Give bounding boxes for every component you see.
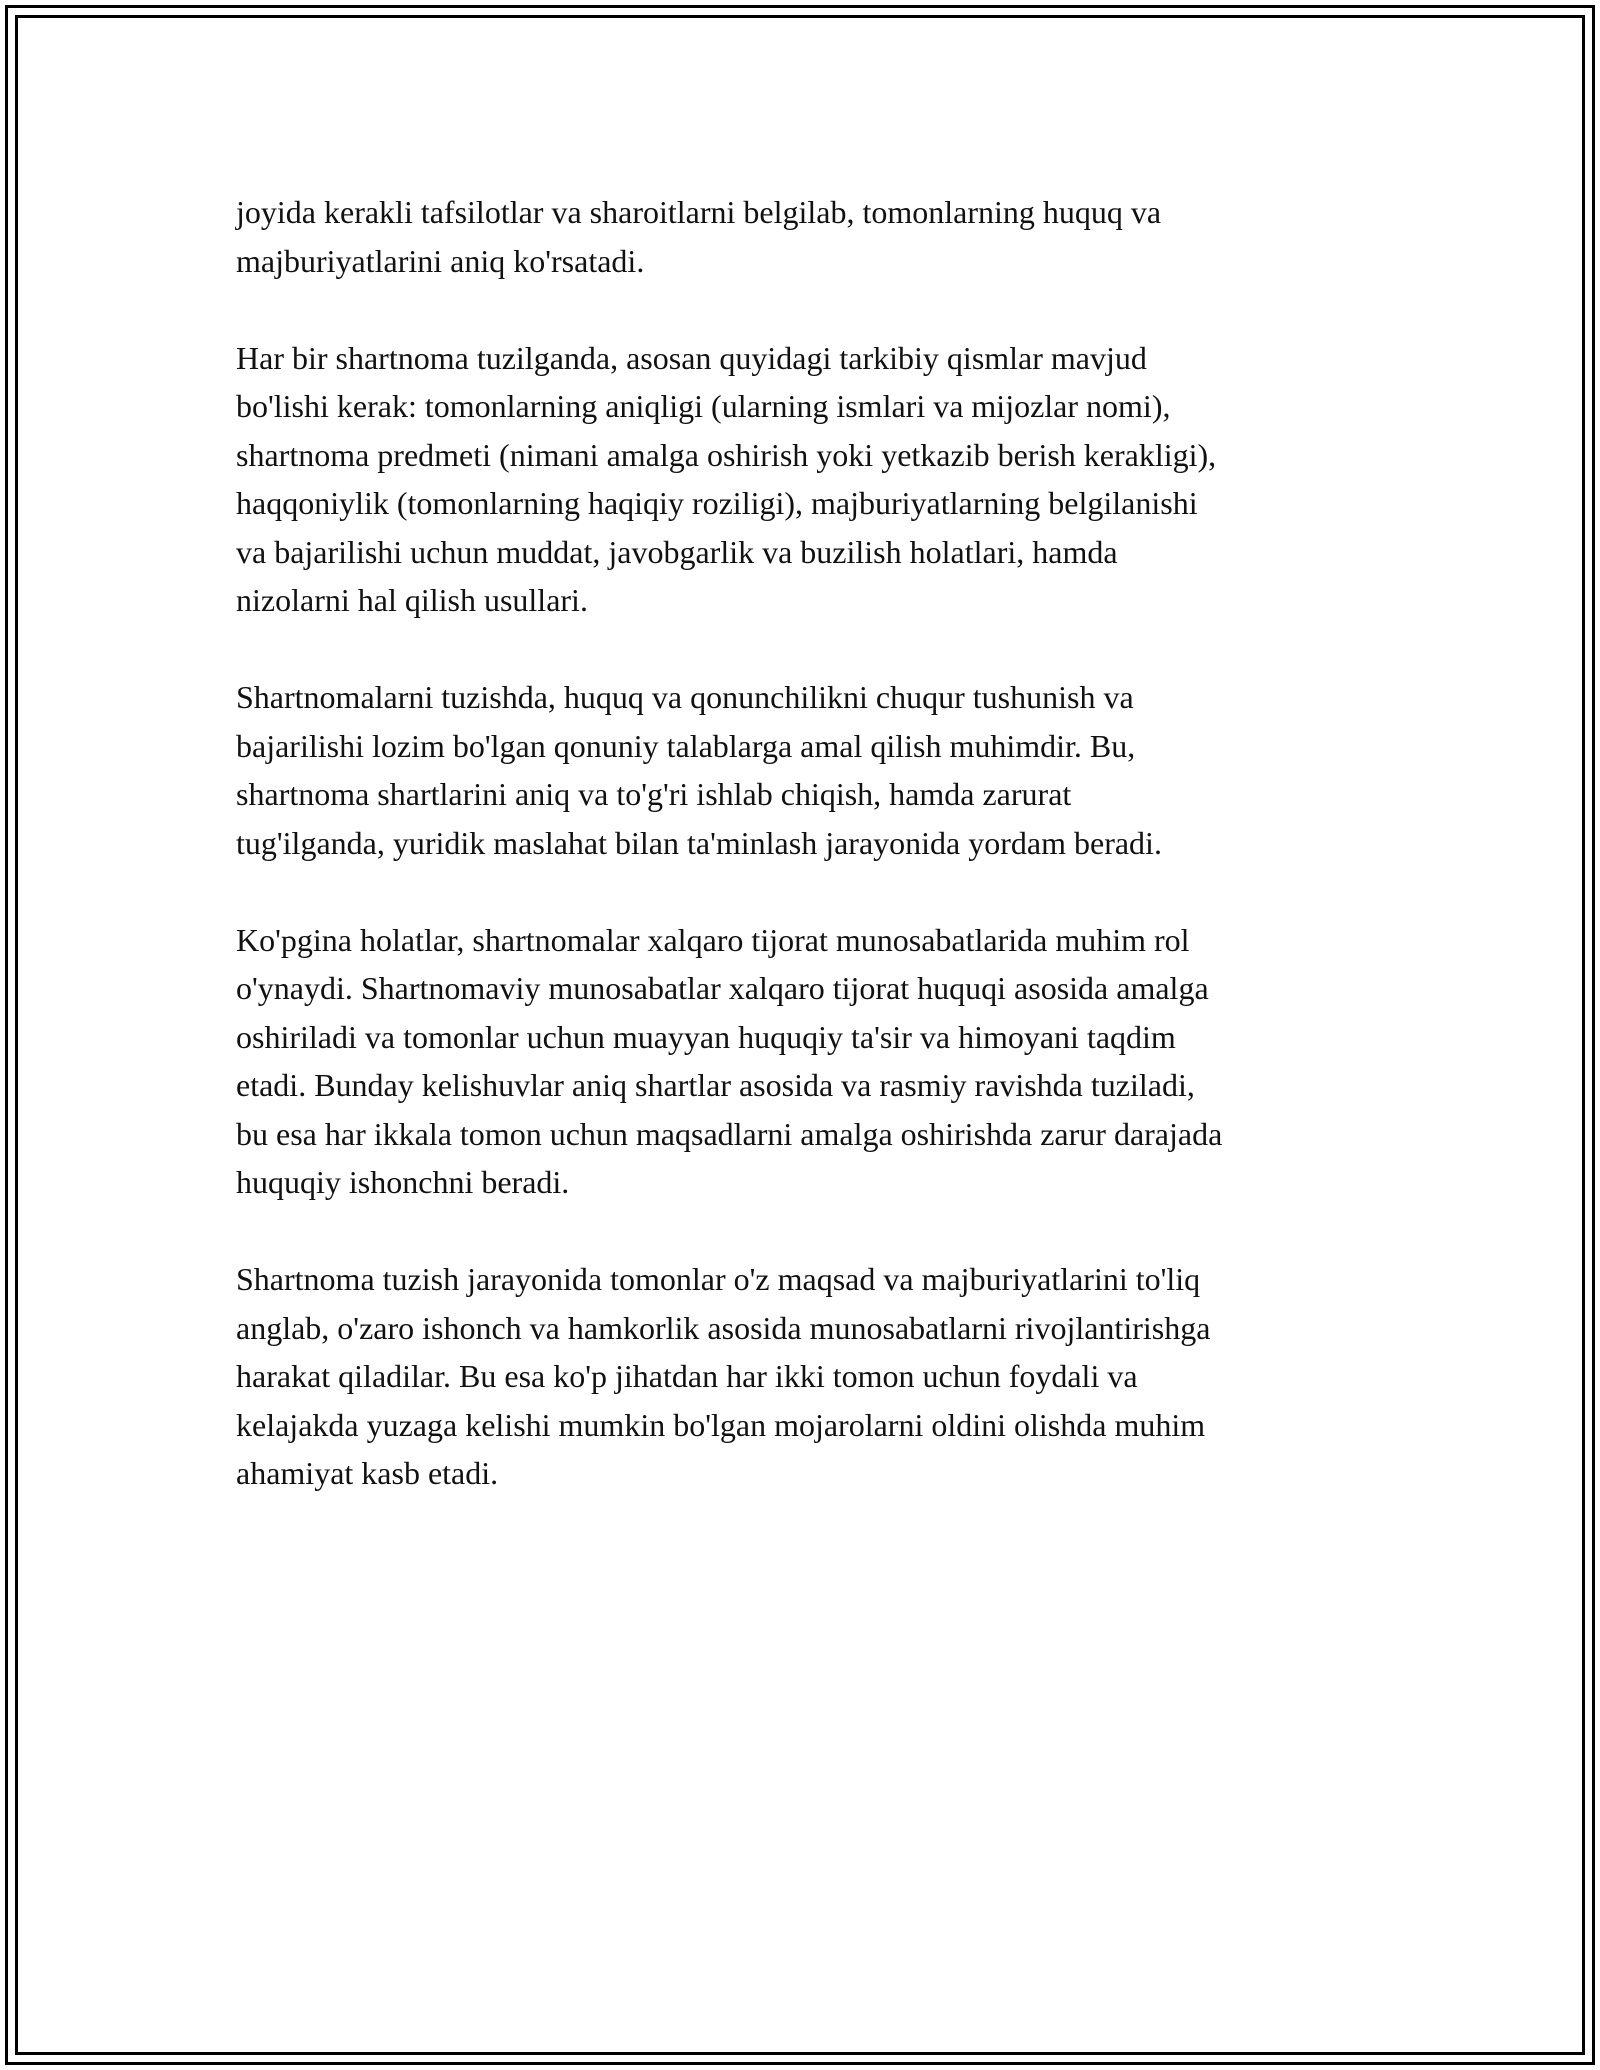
paragraph-1: joyida kerakli tafsilotlar va sharoitlarni belgilab, tomonlarning huquq va majburiyatlarini aniq ko'rsatadi. — [236, 194, 1162, 279]
paragraph-4: Ko'pgina holatlar, shartnomalar xalqaro tijorat munosabatlarida muhim rol o'ynaydi. Shartnomaviy munosabatlar xalqaro tijorat huquqi asosida amalga oshiriladi va tomonlar uchun muayyan huquqiy ta'sir va himoyani taqdim etadi. Bunday kelishuvlar aniq shartlar asosida va rasmiy ravishda tuziladi, bu esa har ikkala tomon uchun maqsadlarni amalga oshirishda zarur darajada huquqiy ishonchni beradi. — [236, 921, 1223, 1200]
paragraph-5: Shartnoma tuzish jarayonida tomonlar o'z maqsad va majburiyatlarini to'liq anglab, o'zaro ishonch va hamkorlik asosida munosabatlarni rivojlantirishga harakat qiladilar. Bu esa ko'p jihatdan har ikki tomon uchun foydali va kelajakda yuzaga kelishi mumkin bo'lgan mojarolarni oldini olishda muhim ahamiyat kasb etadi. — [236, 1261, 1211, 1491]
paragraph-2: Har bir shartnoma tuzilganda, asosan quyidagi tarkibiy qismlar mavjud bo'lishi kerak: tomonlarning aniqligi (ularning ismlari va mijozlar nomi), shartnoma predmeti (nimani amalga oshirish yoki yetkazib berish kerakligi), haqqoniylik (tomonlarning haqiqiy roziligi), majburiyatlarning belgilanishi va bajarilishi uchun muddat, javobgarlik va buzilish holatlari, hamda nizolarni hal qilish usullari. — [236, 339, 1217, 618]
paragraph-3: Shartnomalarni tuzishda, huquq va qonunchilikni chuqur tushunish va bajarilishi lozim bo'lgan qonuniy talablarga amal qilish muhimdir. Bu, shartnoma shartlarini aniq va to'g'ri ishlab chiqish, hamda zarurat tug'ilganda, yuridik maslahat bilan ta'minlash jarayonida yordam beradi. — [236, 679, 1162, 861]
document-body — [236, 188, 1386, 1546]
